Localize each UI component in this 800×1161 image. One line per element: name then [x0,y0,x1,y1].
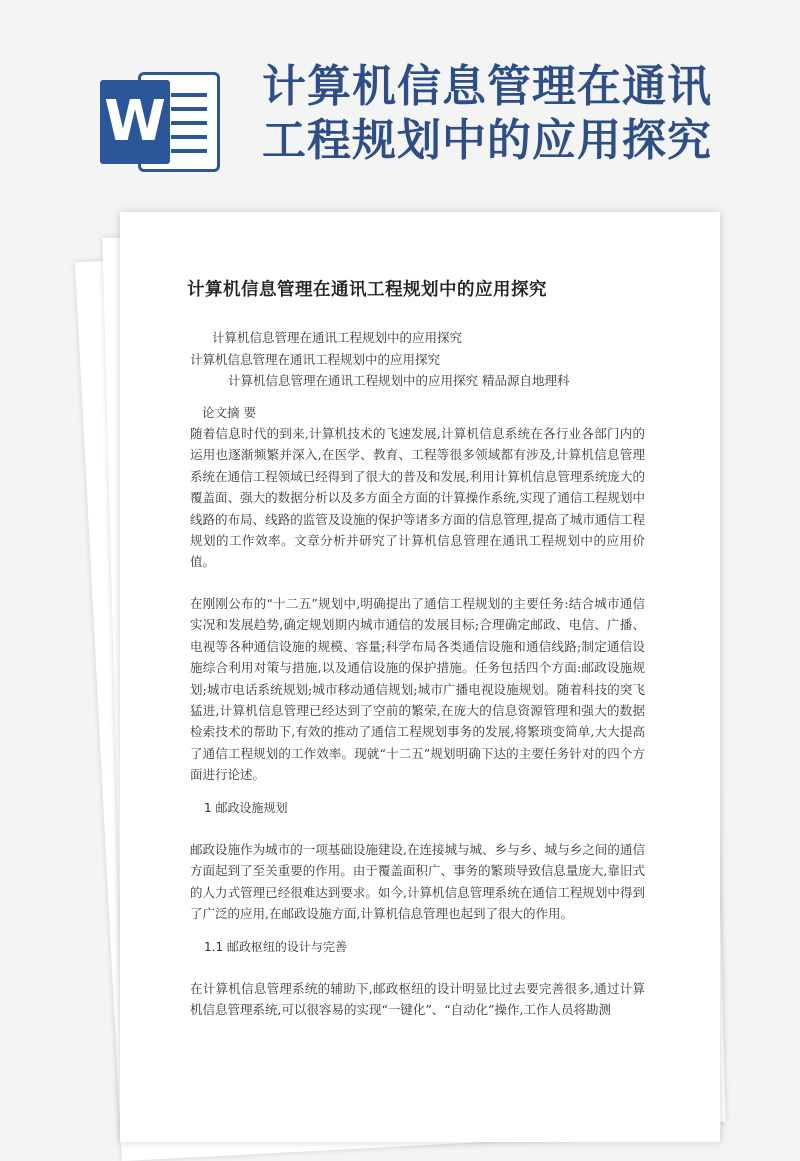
subtitle-line: 计算机信息管理在通讯工程规划中的应用探究 精品源自地理科 [228,373,570,389]
body-paragraph: 在计算机信息管理系统的辅助下,邮政枢纽的设计明显比过去要完善很多,通过计算机信息管理系统,可以很容易的实现“一键化”、“自动化”操作,工作人员将勘测 [190,980,645,1018]
document-content [187,280,645,1021]
document-preview [110,212,720,1130]
banner-title-line2: 工程规划中的应用探究 [262,115,712,166]
body-paragraph: 在刚刚公布的“十二五”规划中,明确提出了通信工程规划的主要任务:结合城市通信实况和发展趋势,确定规划期内城市通信的发展目标;合理确定邮政、电信、广播、电视等各种通信设施的规模、容量;科学布局各类通信设施和通信线路;制定通信设施综合利用对策与措施,以及通信设施的保护措施。任务包括四个方面:邮政设施规划;城市电话系统规划;城市移动通信规划;城市广播电视设施规划。随着科技的突飞猛进,计算机信息管理已经达到了空前的繁荣,在庞大的信息资源管理和强大的数据检索技术的帮助下,有效的推动了通信工程规划事务的发展,将繁琐变简单,大大提高了通信工程规划的工作效率。现就“十二五”规划明确下达的主要任务针对的四个方面进行论述。 [190,595,645,783]
word-icon [100,72,220,172]
subtitle-line: 计算机信息管理在通讯工程规划中的应用探究 [212,330,463,346]
document-page[interactable] [120,212,720,1142]
banner-title-line1: 计算机信息管理在通讯 [262,61,712,112]
abstract-paragraph: 随着信息时代的到来,计算机技术的飞速发展,计算机信息系统在各行业各部门内的运用也逐渐频繁并深入,在医学、教育、工程等很多领域都有涉及,计算机信息管理系统在通信工程领域已经得到了很大的普及和发展,利用计算机信息管理系统庞大的覆盖面、强大的数据分析以及多方面全方面的计算操作系统,实现了通信工程规划中线路的布局、线路的监管及设施的保护等诸多方面的信息管理,提高了城市通信工程规划的工作效率。文章分析并研究了计算机信息管理在通讯工程规划中的应用价值。 [190,426,645,570]
banner [0,0,800,215]
abstract-heading: 论文摘 要 [202,404,256,420]
section-heading: 1 邮政设施规划 [204,800,288,815]
body-paragraph: 邮政设施作为城市的一项基础设施建设,在连接城与城、乡与乡、城与乡之间的通信方面起到了至关重要的作用。由于覆盖面积广、事务的繁琐导致信息量庞大,靠旧式的人力式管理已经很难达到要求。如今,计算机信息管理系统在通信工程规划中得到了广泛的应用,在邮政设施方面,计算机信息管理也起到了很大的作用。 [190,841,645,922]
word-letter: W [100,80,170,164]
subtitle-line: 计算机信息管理在通讯工程规划中的应用探究 [190,351,441,367]
section-heading: 1.1 邮政枢纽的设计与完善 [204,939,347,954]
banner-title [262,60,782,168]
document-title: 计算机信息管理在通讯工程规划中的应用探究 [187,280,547,300]
